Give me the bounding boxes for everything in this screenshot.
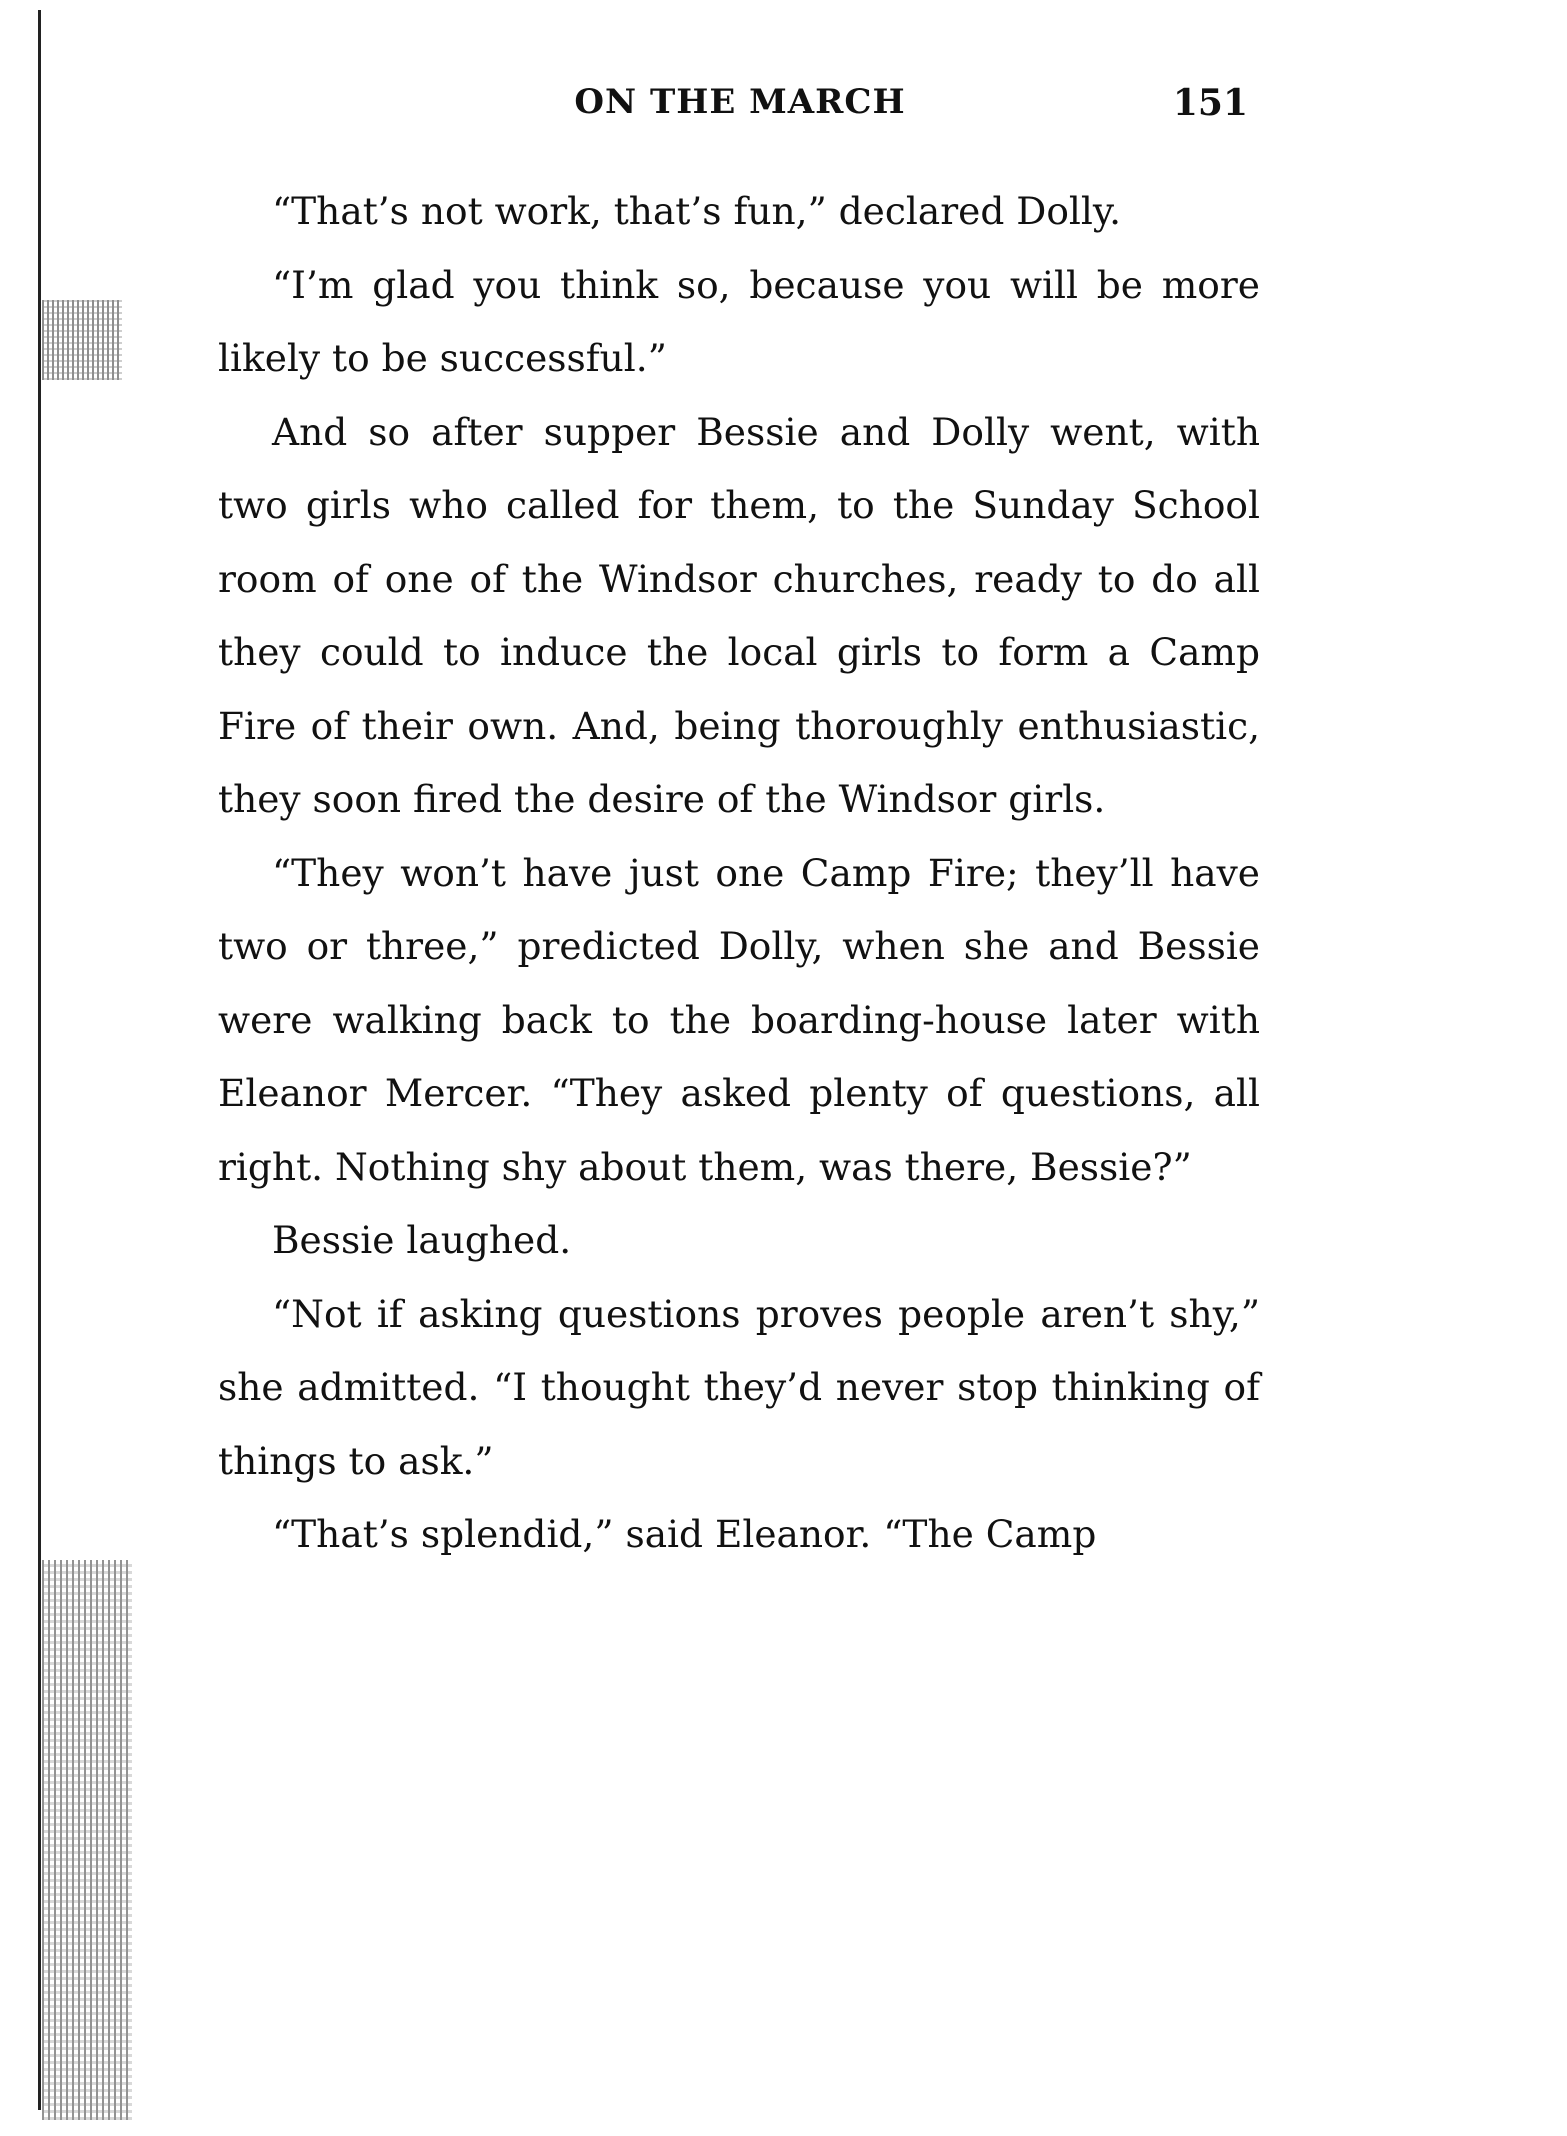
binding-edge	[38, 10, 41, 2110]
paragraph: “I’m glad you think so, because you will be more likely to be successful.”	[218, 262, 1260, 380]
scan-shadow	[42, 1560, 132, 2120]
running-head	[220, 82, 1260, 132]
paragraph: “That’s splendid,” said Eleanor. “The Camp	[272, 1512, 1097, 1556]
paragraph: “They won’t have just one Camp Fire; they’ll have two or three,” predicted Dolly, when she and Bessie were walking back to the boarding-house later with Eleanor Mercer. “They asked plenty of questions, all right. Nothing shy about them, was there, Bessie?”	[218, 850, 1260, 1189]
scan-shadow	[42, 300, 122, 380]
paragraph: “Not if asking questions proves people aren’t shy,” she admitted. “I thought they’d never stop thinking of things to ask.”	[218, 1291, 1260, 1483]
paragraph: And so after supper Bessie and Dolly went, with two girls who called for them, to the Sunday School room of one of the Windsor churches, ready to do all they could to induce the local girls to form a Camp Fire of their own. And, being thoroughly enthusiastic, they soon fired the desire of the Windsor girls.	[218, 409, 1260, 821]
paragraph: “That’s not work, that’s fun,” declared Dolly.	[272, 189, 1122, 233]
paragraph: Bessie laughed.	[272, 1218, 572, 1262]
page-number: 151	[1172, 82, 1248, 124]
running-title: ON THE MARCH	[574, 82, 906, 122]
body-text	[218, 175, 1260, 1572]
